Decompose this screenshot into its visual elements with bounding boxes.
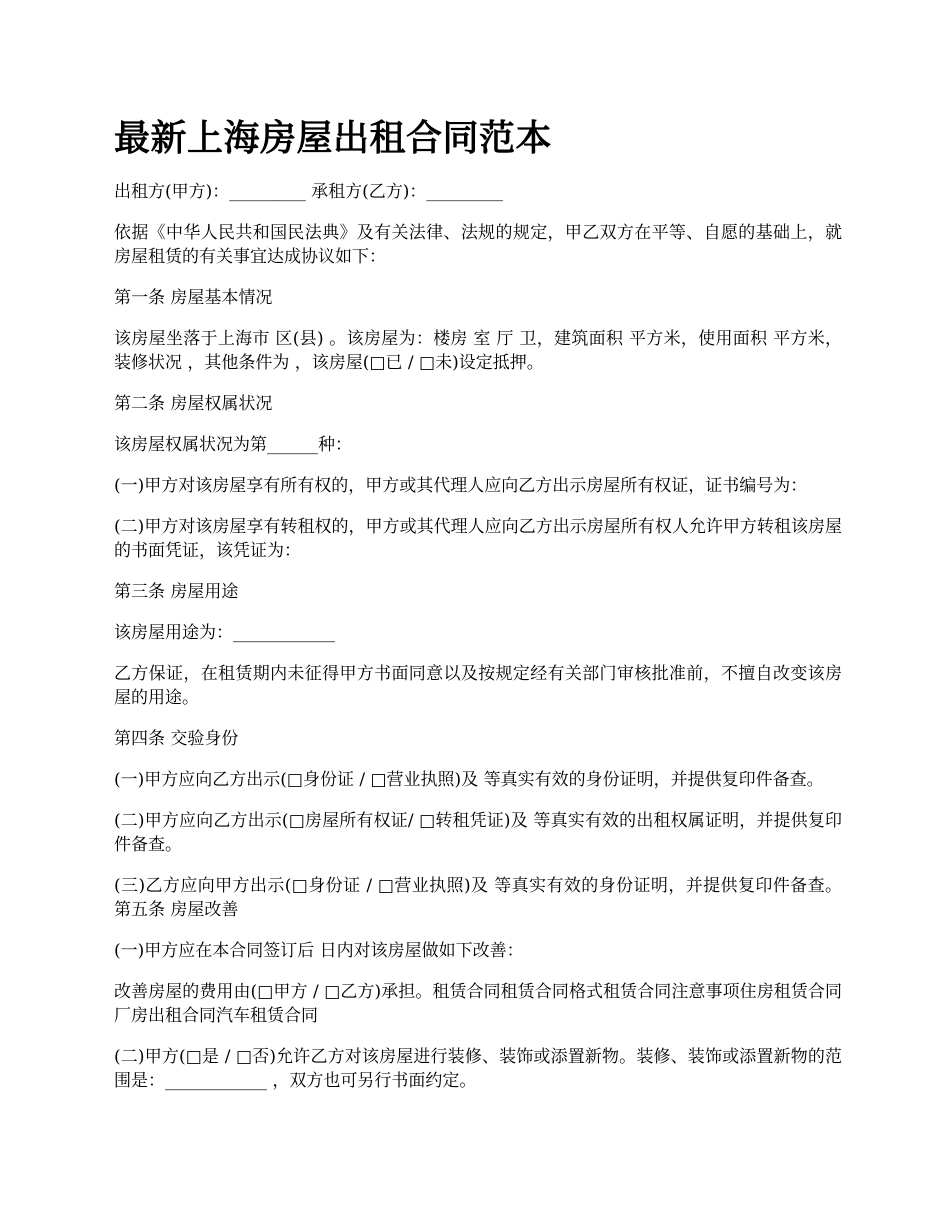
article-4-clause-1: (一)甲方应向乙方出示(□身份证 / □营业执照)及 等真实有效的身份证明，并提供复印件备查。 — [114, 770, 824, 790]
article-2-heading: 第二条 房屋权属状况 — [114, 394, 273, 414]
article-5-clause-1: (一)甲方应在本合同签订后 日内对该房屋做如下改善： — [114, 941, 524, 961]
article-2-clause-2: (二)甲方对该房屋享有转租权的，甲方或其代理人应向乙方出示房屋所有权人允许甲方转租该房屋的书面凭证，该凭证为： — [114, 517, 842, 561]
article-1-heading: 第一条 房屋基本情况 — [114, 288, 273, 308]
article-3-body: 该房屋用途为：____________ — [114, 623, 335, 643]
document-page — [114, 112, 842, 1110]
document-title: 最新上海房屋出租合同范本 — [114, 117, 553, 159]
article-1-body: 该房屋坐落于上海市 区(县) 。该房屋为：楼房 室 厅 卫，建筑面积 平方米，使用面积 平方米，装修状况 ，其他条件为 ，该房屋(□已 / □未)设定抵押。 — [114, 329, 842, 373]
article-5-cost: 改善房屋的费用由(□甲方 / □乙方)承担。租赁合同租赁合同格式租赁合同注意事项住房租赁合同厂房出租合同汽车租赁合同 — [114, 982, 842, 1026]
article-4-clause-2: (二)甲方应向乙方出示(□房屋所有权证/ □转租凭证)及 等真实有效的出租权属证明，并提供复印件备查。 — [114, 811, 842, 855]
article-2-body: 该房屋权属状况为第______种： — [114, 435, 352, 455]
article-2-clause-1: (一)甲方对该房屋享有所有权的，甲方或其代理人应向乙方出示房屋所有权证，证书编号为： — [114, 476, 808, 496]
article-5-clause-2: (二)甲方(□是 / □否)允许乙方对该房屋进行装修、装饰或添置新物。装修、装饰或添置新物的范围是：____________ ，双方也可另行书面约定。 — [114, 1047, 842, 1091]
article-3-heading: 第三条 房屋用途 — [114, 582, 239, 602]
article-3-guarantee: 乙方保证，在租赁期内未征得甲方书面同意以及按规定经有关部门审核批准前，不擅自改变该房屋的用途。 — [114, 664, 842, 708]
preamble-paragraph: 依据《中华人民共和国民法典》及有关法律、法规的规定，甲乙双方在平等、自愿的基础上，就房屋租赁的有关事宜达成协议如下： — [114, 223, 842, 267]
article-4-heading: 第四条 交验身份 — [114, 729, 239, 749]
article-4-clause-3: (三)乙方应向甲方出示(□身份证 / □营业执照)及 等真实有效的身份证明，并提供复印件备查。 第五条 房屋改善 — [114, 876, 842, 920]
parties-line: 出租方(甲方)：_________ 承租方(乙方)：_________ — [114, 182, 503, 202]
